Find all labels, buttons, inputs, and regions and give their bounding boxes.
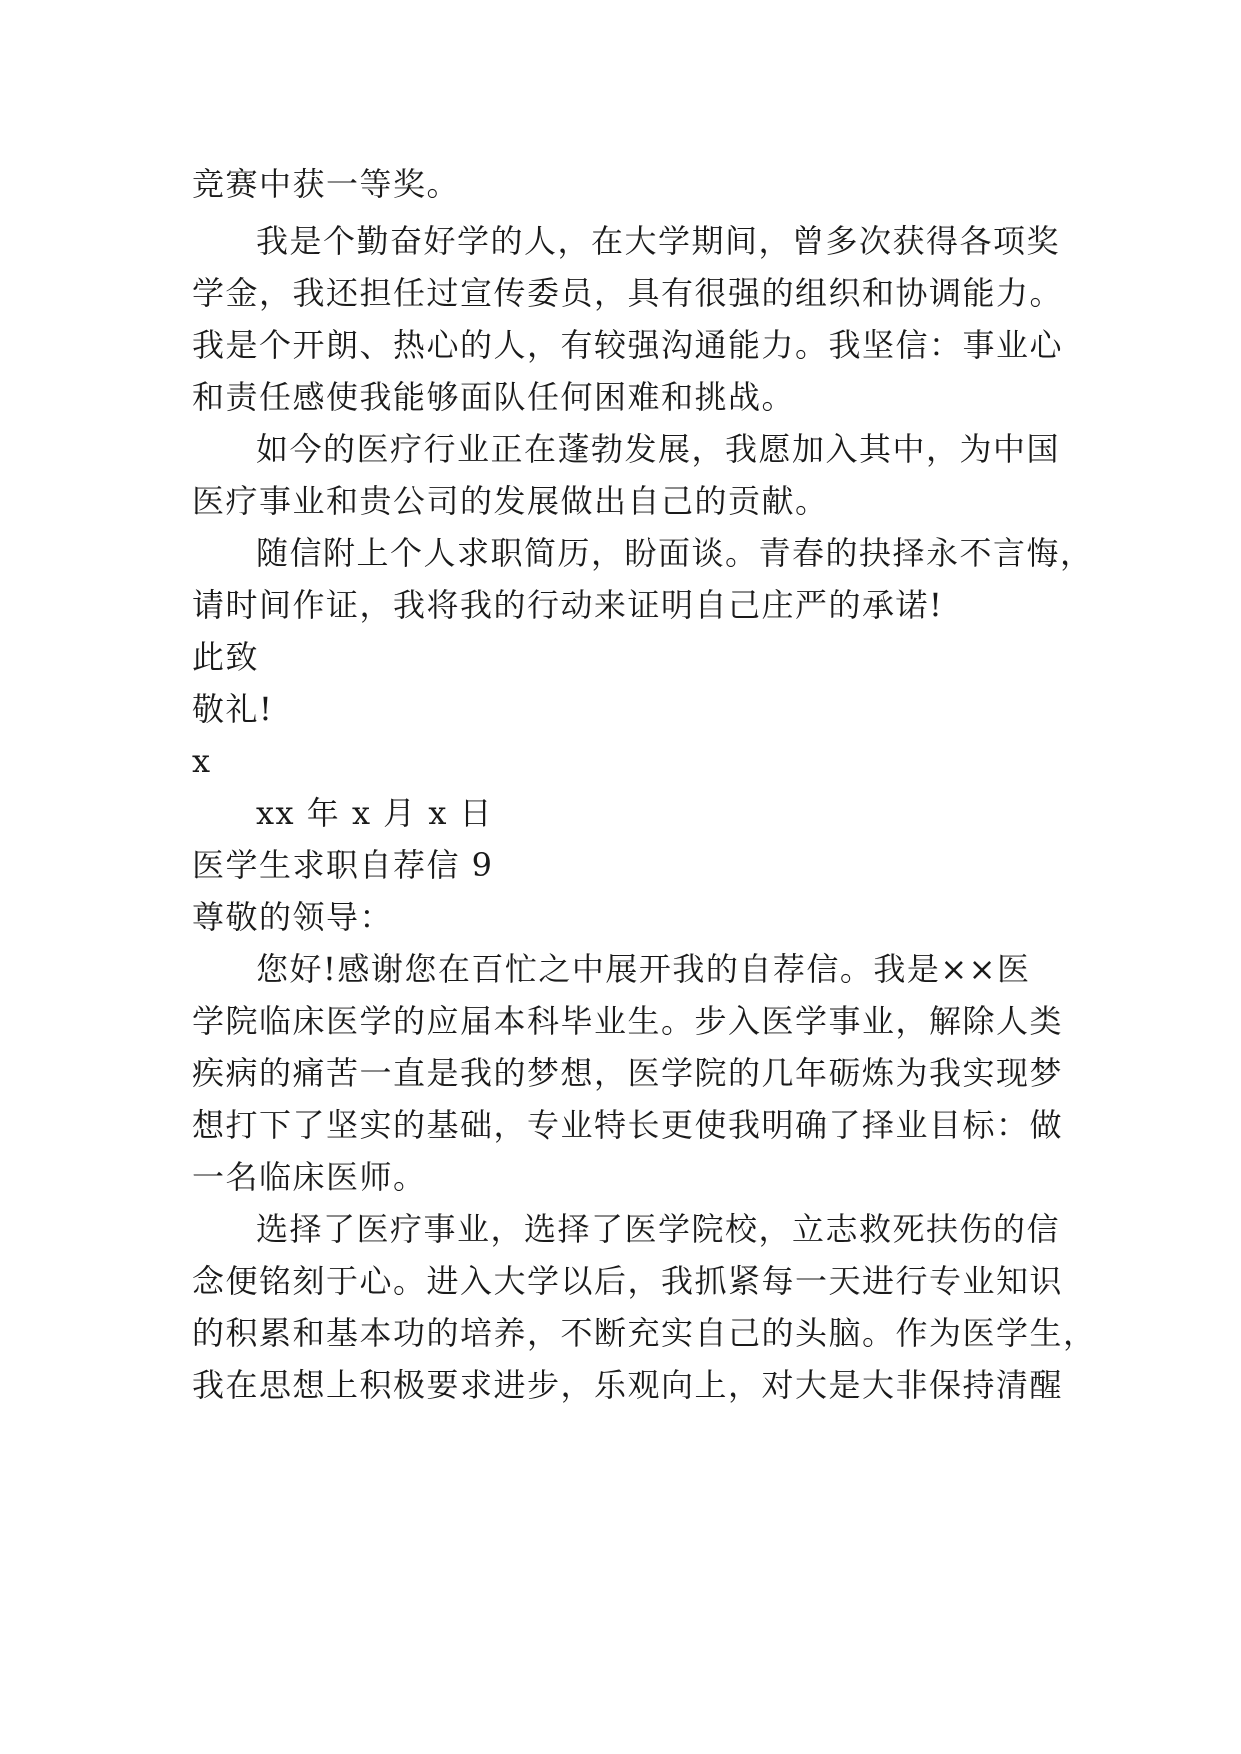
signature-line: x <box>192 742 212 780</box>
text-line: 竞赛中获一等奖。 <box>192 165 461 203</box>
paragraph-start-line: 如今的医疗行业正在蓬勃发展，我愿加入其中，为中国 <box>256 430 1061 468</box>
salutation-line: 敬礼! <box>192 690 274 728</box>
greeting-line: 尊敬的领导： <box>192 898 394 936</box>
text-line: 想打下了坚实的基础，专业特长更使我明确了择业目标：做 <box>192 1106 1064 1144</box>
text-line: 和责任感使我能够面队任何困难和挑战。 <box>192 378 796 416</box>
text-line: 学金，我还担任过宣传委员，具有很强的组织和协调能力。 <box>192 274 1064 312</box>
paragraph-start-line: 选择了医疗事业，选择了医学院校，立志救死扶伤的信 <box>256 1210 1061 1248</box>
text-line: 疾病的痛苦一直是我的梦想，医学院的几年砺炼为我实现梦 <box>192 1054 1064 1092</box>
closing-line: 此致 <box>192 638 260 676</box>
paragraph-start-line: 您好!感谢您在百忙之中展开我的自荐信。我是××医 <box>256 950 1031 988</box>
text-line: 医疗事业和贵公司的发展做出自己的贡献。 <box>192 482 829 520</box>
text-line: 我是个开朗、热心的人，有较强沟通能力。我坚信：事业心 <box>192 326 1064 364</box>
paragraph-start-line: 随信附上个人求职简历，盼面谈。青春的抉择永不言悔， <box>256 534 1094 572</box>
text-line: 学院临床医学的应届本科毕业生。步入医学事业，解除人类 <box>192 1002 1064 1040</box>
section-title: 医学生求职自荐信 9 <box>192 846 494 884</box>
text-line: 我在思想上积极要求进步，乐观向上，对大是大非保持清醒 <box>192 1366 1064 1404</box>
paragraph-start-line: 我是个勤奋好学的人，在大学期间，曾多次获得各项奖 <box>256 222 1061 260</box>
text-line: 请时间作证，我将我的行动来证明自己庄严的承诺! <box>192 586 944 624</box>
text-line: 一名临床医师。 <box>192 1158 427 1196</box>
text-line: 的积累和基本功的培养，不断充实自己的头脑。作为医学生， <box>192 1314 1097 1352</box>
text-line: 念便铭刻于心。进入大学以后，我抓紧每一天进行专业知识 <box>192 1262 1064 1300</box>
date-line: xx 年 x 月 x 日 <box>256 794 494 832</box>
